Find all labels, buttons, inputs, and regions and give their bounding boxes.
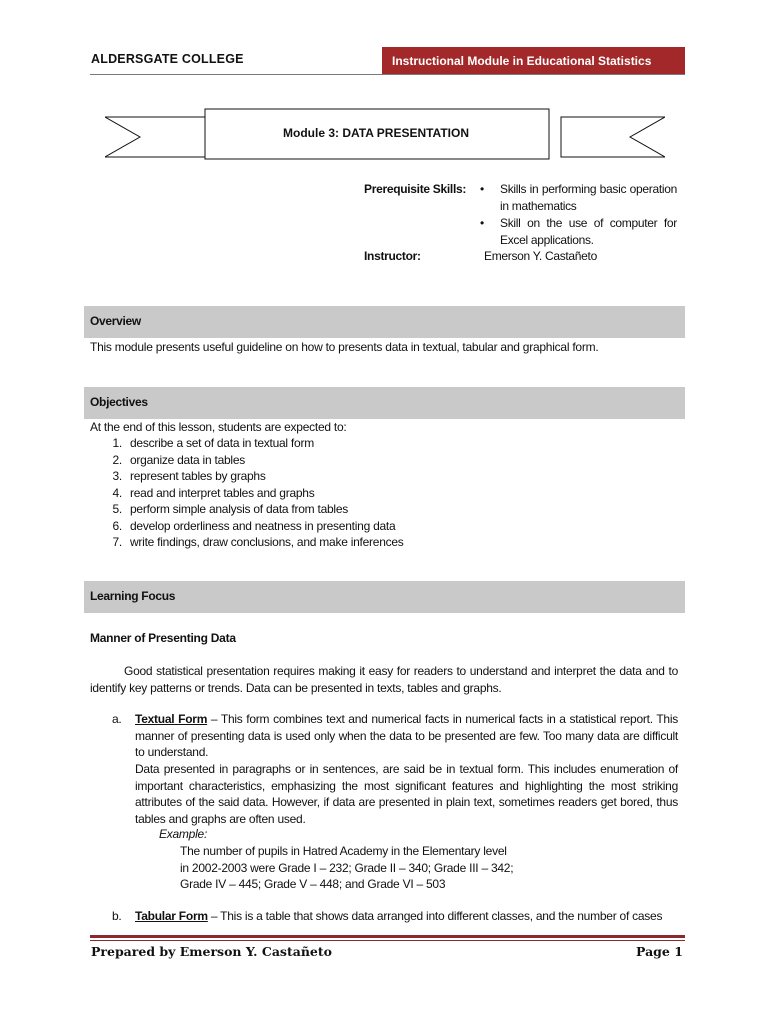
example-label: Example: (159, 827, 208, 841)
header-divider (90, 74, 685, 75)
module-title: Module 3: DATA PRESENTATION (283, 126, 469, 140)
list-number: 2. (112, 452, 122, 467)
item-b-term: Tabular Form (135, 909, 208, 923)
item-b-paragraph (135, 908, 678, 925)
example-line: The number of pupils in Hatred Academy in the Elementary level (180, 844, 507, 858)
list-text: represent tables by graphs (130, 469, 266, 483)
list-text: write findings, draw conclusions, and make inferences (130, 535, 404, 549)
item-a-paragraph (135, 711, 678, 761)
item-a-letter: a. (112, 712, 122, 726)
bullet-icon: • (480, 216, 484, 230)
objectives-intro: At the end of this lesson, students are expected to: (90, 420, 347, 434)
overview-text: This module presents useful guideline on how to presents data in textual, tabular and graphical form. (90, 340, 599, 354)
list-text: describe a set of data in textual form (130, 436, 314, 450)
list-text: organize data in tables (130, 452, 245, 467)
item-a-para2: Data presented in paragraphs or in sentences, are said be in textual form. This includes enumeration of important characteristics, emphasizing the most significant features and highlighting the most striking attributes of the said data. However, if data are presented in plain text, sometimes readers get bored, thus tables and graphs are often used. (135, 762, 678, 826)
prereq-label: Prerequisite Skills: (364, 182, 467, 196)
list-text: read and interpret tables and graphs (130, 485, 315, 500)
objectives-heading: Objectives (84, 387, 685, 419)
prereq-item-1: Skills in performing basic operation in mathematics (500, 182, 677, 213)
list-text: develop orderliness and neatness in presenting data (130, 518, 396, 533)
example-line: Grade IV – 445; Grade V – 448; and Grade VI – 503 (180, 877, 446, 891)
footer-divider-thin (90, 940, 685, 941)
module-series-banner: Instructional Module in Educational Statistics (382, 47, 685, 75)
example-line: in 2002-2003 were Grade I – 232; Grade II – 340; Grade III – 342; (180, 860, 514, 875)
instructor-label: Instructor: (364, 249, 421, 263)
overview-heading: Overview (84, 306, 685, 338)
item-b-letter: b. (112, 909, 122, 923)
learning-focus-heading: Learning Focus (84, 581, 685, 613)
page-number: Page 1 (636, 944, 683, 959)
list-number: 4. (112, 485, 122, 500)
item-b-desc: – This is a table that shows data arranged into different classes, and the number of cases (207, 909, 663, 923)
section-subheading: Manner of Presenting Data (90, 631, 236, 645)
prereq-item-2: Skill on the use of computer for Excel applications. (500, 216, 677, 247)
list-number: 7. (112, 535, 122, 549)
instructor-name: Emerson Y. Castañeto (484, 249, 597, 263)
prepared-by: Prepared by Emerson Y. Castañeto (91, 944, 332, 959)
item-a-desc: – This form combines text and numerical facts in numerical facts in a statistical report. This manner of presenting data is used only when the data to be presented are few. Too many data are difficult to understand. (135, 712, 678, 759)
list-number: 5. (112, 502, 122, 516)
list-text: perform simple analysis of data from tables (130, 502, 349, 516)
institution-name: ALDERSGATE COLLEGE (91, 52, 244, 66)
list-number: 3. (112, 469, 122, 483)
item-a-term: Textual Form (135, 712, 208, 726)
list-number: 1. (112, 436, 122, 450)
list-number: 6. (112, 518, 122, 533)
intro-paragraph: Good statistical presentation requires making it easy for readers to understand and interpret the data and to identify key patterns or trends. Data can be presented in texts, tables and graphs. (90, 664, 678, 695)
footer-divider-thick (90, 935, 685, 938)
bullet-icon: • (480, 182, 484, 196)
